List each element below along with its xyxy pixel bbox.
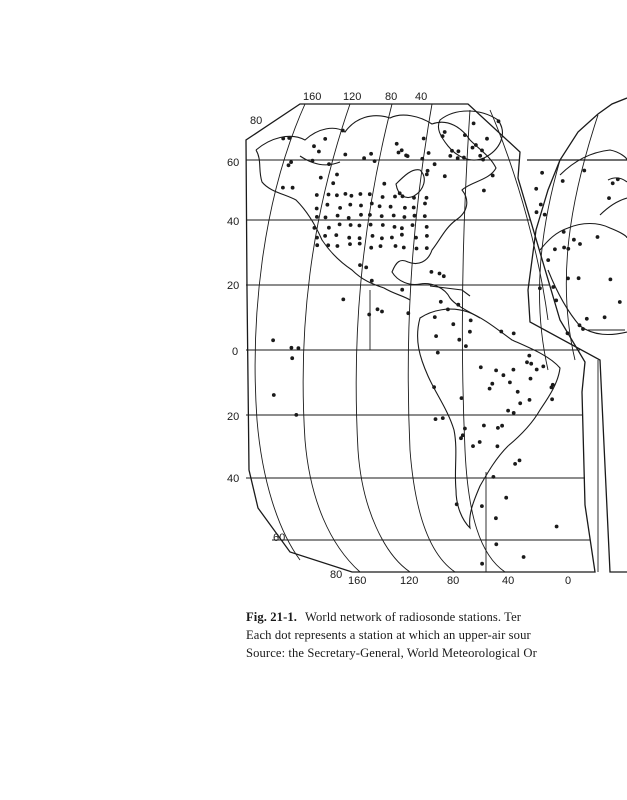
station-dot	[534, 187, 538, 191]
station-dot	[401, 194, 405, 198]
station-dot	[525, 360, 529, 364]
station-dot	[291, 186, 295, 190]
station-dot	[566, 331, 570, 335]
lat-label: 20	[227, 280, 240, 292]
lat-label: 0	[232, 346, 239, 358]
lat-label: 40	[227, 216, 240, 228]
station-dot	[513, 462, 517, 466]
station-dot	[433, 162, 437, 166]
station-dot	[400, 226, 404, 230]
station-dot	[425, 246, 429, 250]
station-dot	[434, 334, 438, 338]
station-dot	[459, 436, 463, 440]
station-dot	[448, 154, 452, 158]
station-dot	[367, 313, 371, 317]
station-dot	[281, 186, 285, 190]
station-dot	[443, 130, 447, 134]
station-dot	[500, 424, 504, 428]
station-dot	[504, 496, 508, 500]
station-dot	[358, 224, 362, 228]
station-dot	[480, 562, 484, 566]
station-dot	[319, 176, 323, 180]
station-dot	[327, 193, 331, 197]
station-dot	[546, 258, 550, 262]
lat-label: 60	[273, 532, 286, 544]
bottom-lon-label: 120	[400, 575, 419, 587]
lat-label: 80	[250, 115, 263, 127]
station-dot	[485, 137, 489, 141]
station-dot	[397, 151, 401, 155]
station-dot	[369, 152, 373, 156]
station-dot	[323, 137, 327, 141]
station-dot	[518, 459, 522, 463]
station-dot	[462, 156, 466, 160]
station-dot	[551, 285, 555, 289]
station-dot	[529, 362, 533, 366]
top-lon-label: 80	[385, 91, 398, 103]
station-dot	[414, 236, 418, 240]
station-dot	[400, 288, 404, 292]
station-dot	[554, 299, 558, 303]
station-dot	[370, 279, 374, 283]
station-dot	[463, 133, 467, 137]
station-dot	[607, 196, 611, 200]
station-dot	[434, 417, 438, 421]
caption-text-1: World network of radiosonde stations. Ter	[305, 610, 522, 624]
station-dot	[412, 206, 416, 210]
station-dot	[468, 330, 472, 334]
station-dot	[474, 143, 478, 147]
station-dot	[469, 319, 473, 323]
station-dot	[543, 213, 547, 217]
station-dot	[348, 203, 352, 207]
station-dot	[596, 235, 600, 239]
station-dot	[413, 214, 417, 218]
station-dot	[395, 142, 399, 146]
station-dot	[336, 244, 340, 248]
station-dot	[378, 204, 382, 208]
station-dot	[347, 236, 351, 240]
station-dot	[381, 195, 385, 199]
station-dot	[287, 163, 291, 167]
station-dot	[324, 216, 328, 220]
station-dot	[402, 246, 406, 250]
station-dot	[443, 174, 447, 178]
station-dot	[499, 330, 503, 334]
station-dot	[494, 369, 498, 373]
station-dot	[457, 149, 461, 153]
station-dot	[496, 444, 500, 448]
station-dot	[430, 270, 434, 274]
station-dot	[562, 246, 566, 250]
station-dot	[348, 242, 352, 246]
station-dot	[317, 150, 321, 154]
station-dot	[538, 286, 542, 290]
station-dot	[561, 179, 565, 183]
station-dot	[335, 173, 339, 177]
station-dot	[369, 246, 373, 250]
station-dot	[315, 207, 319, 211]
station-dot	[481, 158, 485, 162]
station-dot	[382, 182, 386, 186]
station-dot	[456, 303, 460, 307]
station-dot	[381, 223, 385, 227]
station-dot	[287, 136, 291, 140]
station-dot	[343, 153, 347, 157]
station-dot	[392, 214, 396, 218]
station-dot	[326, 243, 330, 247]
station-dot	[380, 236, 384, 240]
station-dot	[494, 516, 498, 520]
station-dot	[422, 137, 426, 141]
caption-line-2: Each dot represents a station at which an upper-air sour	[246, 628, 531, 642]
station-dot	[541, 365, 545, 369]
station-dot	[341, 298, 345, 302]
station-dot	[359, 192, 363, 196]
station-dot	[446, 308, 450, 312]
station-dot	[478, 154, 482, 158]
bottom-lon-label: 0	[565, 575, 572, 587]
station-dot	[368, 213, 372, 217]
station-dot	[347, 216, 351, 220]
station-dot	[312, 144, 316, 148]
station-dot	[529, 377, 533, 381]
station-dot	[436, 351, 440, 355]
station-dot	[415, 247, 419, 251]
station-dot	[364, 266, 368, 270]
station-dot	[373, 159, 377, 163]
station-dot	[539, 203, 543, 207]
station-dot	[420, 157, 424, 161]
station-dot	[359, 213, 363, 217]
station-dot	[327, 162, 331, 166]
station-dot	[479, 365, 483, 369]
station-dot	[403, 215, 407, 219]
station-dot	[294, 413, 298, 417]
station-dot	[497, 119, 501, 123]
lat-label: 60	[227, 157, 240, 169]
top-lon-label: 160	[303, 91, 322, 103]
station-dot	[488, 387, 492, 391]
station-dot	[272, 393, 276, 397]
station-dot	[389, 205, 393, 209]
station-dot	[335, 193, 339, 197]
station-dot	[535, 210, 539, 214]
station-dot	[555, 525, 559, 529]
station-dot	[478, 440, 482, 444]
station-dot	[338, 223, 342, 227]
station-dot	[577, 276, 581, 280]
station-dot	[338, 206, 342, 210]
station-dot	[398, 191, 402, 195]
station-dot	[472, 122, 476, 126]
station-dot	[482, 189, 486, 193]
station-dot	[380, 214, 384, 218]
station-dot	[311, 159, 315, 163]
lat-label: 20	[227, 411, 240, 423]
station-dot	[494, 542, 498, 546]
station-dot	[425, 225, 429, 229]
station-dot	[425, 173, 429, 177]
station-dot	[506, 409, 510, 413]
station-dot	[315, 193, 319, 197]
station-dot	[512, 368, 516, 372]
station-dot	[456, 156, 460, 160]
station-dot	[439, 300, 443, 304]
station-dot	[528, 398, 532, 402]
station-dot	[618, 300, 622, 304]
lat-label: 40	[227, 473, 240, 485]
station-dot	[362, 156, 366, 160]
station-dot	[527, 354, 531, 358]
caption-line-3: Source: the Secretary-General, World Meteorological Or	[246, 646, 537, 660]
station-dot	[427, 151, 431, 155]
station-dot	[400, 148, 404, 152]
station-dot	[480, 504, 484, 508]
top-lon-label: 40	[415, 91, 428, 103]
station-dot	[403, 206, 407, 210]
station-dot	[349, 223, 353, 227]
station-dot	[393, 195, 397, 199]
station-dot	[522, 555, 526, 559]
station-dot	[553, 247, 557, 251]
station-dot	[480, 149, 484, 153]
station-dot	[344, 192, 348, 196]
station-dot	[323, 234, 327, 238]
station-dot	[370, 202, 374, 206]
coastlines	[256, 111, 627, 528]
station-dot	[412, 196, 416, 200]
station-dot	[566, 247, 570, 251]
station-dot	[341, 129, 345, 133]
bottom-lon-label: 160	[348, 575, 367, 587]
station-dot	[611, 181, 615, 185]
station-dot	[582, 169, 586, 173]
station-dot	[540, 171, 544, 175]
graticule	[246, 104, 625, 572]
station-dot	[432, 385, 436, 389]
station-dot	[281, 137, 285, 141]
bottom-lon-label: 40	[502, 575, 515, 587]
station-dot	[603, 315, 607, 319]
station-dot	[327, 226, 331, 230]
station-dot	[425, 234, 429, 238]
station-dot	[578, 323, 582, 327]
station-dot	[289, 160, 293, 164]
station-dot	[451, 322, 455, 326]
station-dot	[535, 368, 539, 372]
station-dot	[455, 502, 459, 506]
station-dot	[358, 242, 362, 246]
station-dot	[609, 278, 613, 282]
station-dot	[315, 236, 319, 240]
station-dot	[331, 181, 335, 185]
station-dot	[562, 230, 566, 234]
station-dot	[390, 236, 394, 240]
station-dot	[433, 315, 437, 319]
station-dot	[315, 215, 319, 219]
station-dot	[482, 424, 486, 428]
bottom-lon-label: 80	[447, 575, 460, 587]
station-dot	[508, 381, 512, 385]
station-dot	[394, 244, 398, 248]
station-dot	[423, 202, 427, 206]
caption-line-1	[246, 608, 627, 626]
station-dot	[518, 401, 522, 405]
station-dot	[369, 223, 373, 227]
station-dot	[457, 338, 461, 342]
station-dot	[585, 317, 589, 321]
station-dot	[492, 475, 496, 479]
station-dot	[581, 327, 585, 331]
station-dot	[368, 192, 372, 196]
station-dot	[550, 397, 554, 401]
station-dot	[313, 226, 317, 230]
station-dot	[326, 203, 330, 207]
station-dot	[516, 390, 520, 394]
station-dot	[578, 242, 582, 246]
station-dot	[411, 223, 415, 227]
top-lon-label: 120	[343, 91, 362, 103]
station-dot	[358, 263, 362, 267]
station-dot	[616, 177, 620, 181]
station-dot	[426, 169, 430, 173]
station-dot	[471, 146, 475, 150]
lat-label: 80	[330, 569, 343, 581]
station-dot	[359, 204, 363, 208]
figure-caption	[246, 608, 627, 662]
station-dot	[334, 233, 338, 237]
station-dot	[358, 236, 362, 240]
station-dot	[379, 244, 383, 248]
station-dot	[393, 225, 397, 229]
station-dot	[441, 416, 445, 420]
station-dot	[460, 396, 464, 400]
station-dot	[572, 238, 576, 242]
station-dot	[512, 411, 516, 415]
station-dot	[371, 234, 375, 238]
station-dot	[406, 154, 410, 158]
station-dot	[271, 338, 275, 342]
station-dot	[491, 174, 495, 178]
station-dot	[464, 344, 468, 348]
station-dot	[471, 444, 475, 448]
station-dot	[315, 243, 319, 247]
station-dot	[512, 332, 516, 336]
station-dot	[376, 307, 380, 311]
station-dot	[442, 274, 446, 278]
station-dot	[336, 214, 340, 218]
figure-label: Fig. 21-1.	[246, 610, 298, 624]
station-dot	[350, 194, 354, 198]
station-dot	[290, 356, 294, 360]
station-dot	[400, 233, 404, 237]
station-dot	[551, 383, 555, 387]
station-dot	[423, 214, 427, 218]
station-dot	[502, 373, 506, 377]
station-dot	[380, 310, 384, 314]
station-dot	[297, 346, 301, 350]
station-dot	[406, 311, 410, 315]
station-dot	[425, 196, 429, 200]
station-dot	[463, 427, 467, 431]
station-dot	[450, 149, 454, 153]
station-dot	[566, 277, 570, 281]
station-dot	[438, 272, 442, 276]
station-dot	[441, 134, 445, 138]
station-dot	[490, 382, 494, 386]
station-dot	[290, 346, 294, 350]
station-dot	[496, 426, 500, 430]
